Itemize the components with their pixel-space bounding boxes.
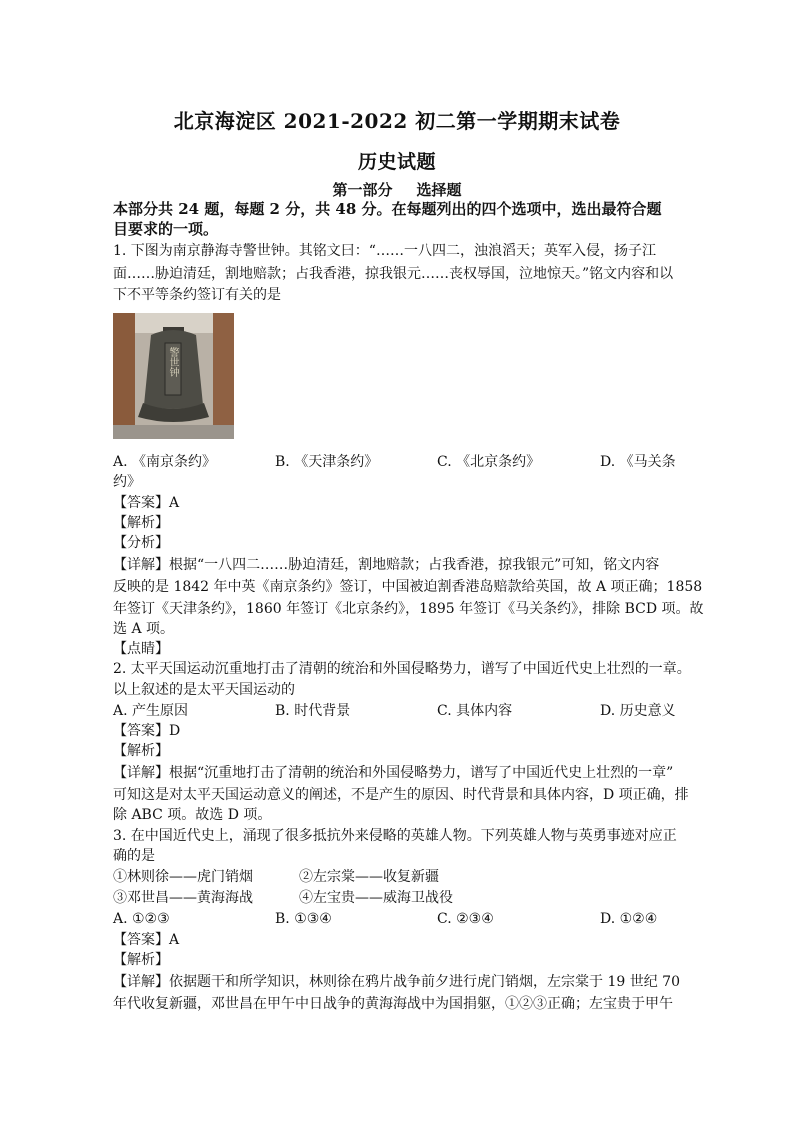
q3-stem-line: 3. 在中国近代史上，涌现了很多抵抗外来侵略的英雄人物。下列英雄人物与英勇事迹对应正 — [113, 828, 677, 844]
section-name: 选择题 — [416, 181, 462, 199]
q2-detail-line: 可知这是对太平天国运动意义的阐述，不是产生的原因、时代背景和具体内容，D 项正确，排 — [113, 787, 689, 803]
q2-option-c: C. 具体内容 — [437, 703, 513, 719]
q1-option-d: D. 《马关条 — [600, 454, 676, 470]
q1-analysis-label: 【解析】 — [113, 515, 169, 531]
q1-option-d-wrap: 约》 — [113, 474, 141, 490]
q3-item: ②左宗棠——收复新疆 — [299, 869, 439, 885]
q3-option-c: C. ②③④ — [437, 911, 494, 927]
q2-option-a: A. 产生原因 — [113, 703, 189, 719]
q3-item: ③邓世昌——黄海海战 — [113, 890, 253, 906]
q3-item: ①林则徐——虎门销烟 — [113, 869, 253, 885]
exam-subtitle: 历史试题 — [357, 151, 436, 173]
instructions-line: 本部分共 24 题，每题 2 分，共 48 分。在每题列出的四个选项中，选出最符合题 — [113, 200, 662, 218]
q1-fenxi-label: 【分析】 — [113, 535, 169, 551]
q1-detail-line: 选 A 项。 — [113, 621, 175, 637]
q3-analysis-label: 【解析】 — [113, 952, 169, 968]
q1-option-c: C. 《北京条约》 — [437, 454, 541, 470]
q2-stem-line: 以上叙述的是太平天国运动的 — [113, 682, 295, 698]
q2-detail-line: 【详解】根据“沉重地打击了清朝的统治和外国侵略势力，谱写了中国近代史上壮烈的一章” — [113, 765, 674, 781]
section-heading — [0, 179, 794, 200]
q2-detail-line: 除 ABC 项。故选 D 项。 — [113, 807, 272, 823]
q1-option-a: A. 《南京条约》 — [113, 454, 217, 470]
q1-option-b: B. 《天津条约》 — [275, 454, 379, 470]
q3-answer: 【答案】A — [113, 932, 180, 948]
q1-detail-line: 年签订《天津条约》，1860 年签订《北京条约》，1895 年签订《马关条约》，排除 BCD 项。故 — [113, 601, 704, 617]
instructions-line: 目要求的一项。 — [113, 220, 219, 238]
bell-photo — [113, 313, 234, 439]
q1-stem-line: 1. 下图为南京静海寺警世钟。其铭文曰：“……一八四二，浊浪滔天；英军入侵，扬子江 — [113, 243, 656, 259]
q1-answer: 【答案】A — [113, 495, 180, 511]
q2-answer: 【答案】D — [113, 723, 181, 739]
q1-detail-line: 【详解】根据“一八四二……胁迫清廷，割地赔款；占我香港，掠我银元”可知，铭文内容 — [113, 557, 660, 573]
q3-option-d: D. ①②④ — [600, 911, 658, 927]
q1-detail-line: 反映的是 1842 年中英《南京条约》签订，中国被迫割香港岛赔款给英国，故 A 项正确；1858 — [113, 579, 703, 595]
exam-title: 北京海淀区 2021-2022 初二第一学期期末试卷 — [173, 109, 621, 133]
q2-analysis-label: 【解析】 — [113, 743, 169, 759]
q2-option-b: B. 时代背景 — [275, 703, 351, 719]
section-part: 第一部分 — [332, 181, 393, 199]
bell-inscription: 警世钟 — [167, 347, 178, 377]
q3-option-b: B. ①③④ — [275, 911, 332, 927]
q2-option-d: D. 历史意义 — [600, 703, 676, 719]
q1-stem-line: 下不平等条约签订有关的是 — [113, 287, 281, 303]
q3-stem-line: 确的是 — [113, 848, 155, 864]
q3-detail-line: 年代收复新疆，邓世昌在甲午中日战争的黄海海战中为国捐躯，①②③正确；左宝贵于甲午 — [113, 996, 673, 1012]
q2-stem-line: 2. 太平天国运动沉重地打击了清朝的统治和外国侵略势力，谱写了中国近代史上壮烈的一章。 — [113, 661, 691, 677]
q3-detail-line: 【详解】依据题干和所学知识，林则徐在鸦片战争前夕进行虎门销烟，左宗棠于 19 世纪 70 — [113, 974, 680, 990]
q3-item: ④左宝贵——威海卫战役 — [299, 890, 453, 906]
q1-stem-line: 面……胁迫清廷，割地赔款；占我香港，掠我银元……丧权辱国，泣地惊天。”铭文内容和以 — [113, 266, 674, 282]
q1-dianjing-label: 【点睛】 — [113, 641, 169, 657]
q3-option-a: A. ①②③ — [113, 911, 170, 927]
